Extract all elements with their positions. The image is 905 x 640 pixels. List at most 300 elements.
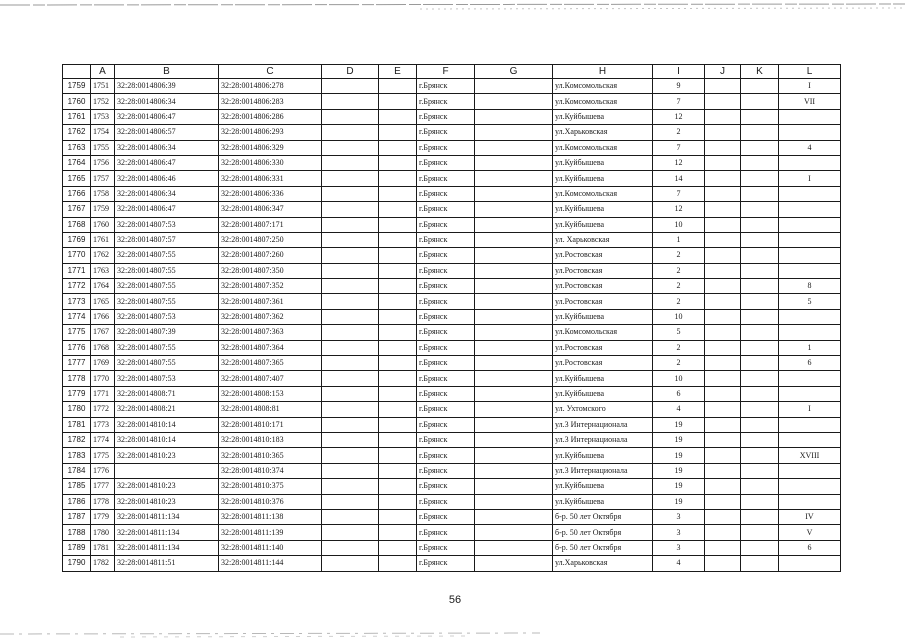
record-index[interactable]: 1764 <box>91 279 115 294</box>
street-cell[interactable]: б-р. 50 лет Октября <box>553 509 653 524</box>
parcel-number[interactable]: 32:28:0014810:23 <box>115 494 219 509</box>
column-d-cell[interactable] <box>322 294 379 309</box>
object-number[interactable]: 32:28:0014810:171 <box>219 417 322 432</box>
house-number-cell[interactable]: 9 <box>653 79 705 94</box>
column-j-cell[interactable] <box>705 109 741 124</box>
house-number-cell[interactable]: 7 <box>653 186 705 201</box>
street-cell[interactable]: ул.Куйбышева <box>553 217 653 232</box>
object-number[interactable]: 32:28:0014810:376 <box>219 494 322 509</box>
column-g-cell[interactable] <box>475 417 553 432</box>
street-cell[interactable]: ул.Куйбышева <box>553 309 653 324</box>
apartment-cell[interactable] <box>779 217 841 232</box>
column-k-cell[interactable] <box>741 279 779 294</box>
column-d-cell[interactable] <box>322 463 379 478</box>
record-index[interactable]: 1774 <box>91 432 115 447</box>
object-number[interactable]: 32:28:0014807:407 <box>219 371 322 386</box>
column-j-cell[interactable] <box>705 263 741 278</box>
house-number-cell[interactable]: 6 <box>653 386 705 401</box>
column-g-cell[interactable] <box>475 309 553 324</box>
column-g-cell[interactable] <box>475 109 553 124</box>
house-number-cell[interactable]: 4 <box>653 556 705 571</box>
apartment-cell[interactable] <box>779 494 841 509</box>
apartment-cell[interactable]: 6 <box>779 356 841 371</box>
column-j-cell[interactable] <box>705 202 741 217</box>
column-d-cell[interactable] <box>322 94 379 109</box>
object-number[interactable]: 32:28:0014807:352 <box>219 279 322 294</box>
house-number-cell[interactable]: 3 <box>653 509 705 524</box>
column-e-cell[interactable] <box>379 432 417 447</box>
column-g-cell[interactable] <box>475 525 553 540</box>
parcel-number[interactable]: 32:28:0014811:51 <box>115 556 219 571</box>
object-number[interactable]: 32:28:0014806:336 <box>219 186 322 201</box>
column-e-cell[interactable] <box>379 448 417 463</box>
column-header-l[interactable]: L <box>779 65 841 79</box>
street-cell[interactable]: ул.Куйбышева <box>553 479 653 494</box>
object-number[interactable]: 32:28:0014806:331 <box>219 171 322 186</box>
house-number-cell[interactable]: 2 <box>653 125 705 140</box>
parcel-number[interactable]: 32:28:0014807:55 <box>115 248 219 263</box>
column-e-cell[interactable] <box>379 525 417 540</box>
apartment-cell[interactable]: IV <box>779 509 841 524</box>
row-number[interactable]: 1762 <box>63 125 91 140</box>
column-j-cell[interactable] <box>705 294 741 309</box>
column-g-cell[interactable] <box>475 263 553 278</box>
column-k-cell[interactable] <box>741 294 779 309</box>
column-header-h[interactable]: H <box>553 65 653 79</box>
row-number[interactable]: 1777 <box>63 356 91 371</box>
column-d-cell[interactable] <box>322 556 379 571</box>
street-cell[interactable]: ул.Куйбышева <box>553 202 653 217</box>
column-j-cell[interactable] <box>705 432 741 447</box>
column-k-cell[interactable] <box>741 325 779 340</box>
column-e-cell[interactable] <box>379 509 417 524</box>
column-g-cell[interactable] <box>475 155 553 170</box>
column-j-cell[interactable] <box>705 402 741 417</box>
column-j-cell[interactable] <box>705 494 741 509</box>
street-cell[interactable]: ул.Харьковская <box>553 125 653 140</box>
city-cell[interactable]: г.Брянск <box>417 432 475 447</box>
column-e-cell[interactable] <box>379 217 417 232</box>
parcel-number[interactable]: 32:28:0014810:23 <box>115 479 219 494</box>
apartment-cell[interactable] <box>779 186 841 201</box>
column-e-cell[interactable] <box>379 340 417 355</box>
street-cell[interactable]: ул.Ростовская <box>553 248 653 263</box>
city-cell[interactable]: г.Брянск <box>417 463 475 478</box>
column-j-cell[interactable] <box>705 448 741 463</box>
column-d-cell[interactable] <box>322 232 379 247</box>
street-cell[interactable]: ул. Харьковская <box>553 232 653 247</box>
column-e-cell[interactable] <box>379 356 417 371</box>
parcel-number[interactable]: 32:28:0014806:39 <box>115 79 219 94</box>
row-number[interactable]: 1773 <box>63 294 91 309</box>
column-d-cell[interactable] <box>322 155 379 170</box>
column-e-cell[interactable] <box>379 294 417 309</box>
apartment-cell[interactable]: 4 <box>779 140 841 155</box>
house-number-cell[interactable]: 3 <box>653 525 705 540</box>
apartment-cell[interactable] <box>779 479 841 494</box>
column-g-cell[interactable] <box>475 356 553 371</box>
apartment-cell[interactable] <box>779 325 841 340</box>
object-number[interactable]: 32:28:0014810:374 <box>219 463 322 478</box>
column-e-cell[interactable] <box>379 263 417 278</box>
house-number-cell[interactable]: 7 <box>653 140 705 155</box>
column-d-cell[interactable] <box>322 79 379 94</box>
city-cell[interactable]: г.Брянск <box>417 140 475 155</box>
row-number[interactable]: 1771 <box>63 263 91 278</box>
apartment-cell[interactable] <box>779 125 841 140</box>
column-header-g[interactable]: G <box>475 65 553 79</box>
column-k-cell[interactable] <box>741 494 779 509</box>
house-number-cell[interactable]: 19 <box>653 479 705 494</box>
column-k-cell[interactable] <box>741 263 779 278</box>
city-cell[interactable]: г.Брянск <box>417 263 475 278</box>
column-e-cell[interactable] <box>379 417 417 432</box>
row-number[interactable]: 1775 <box>63 325 91 340</box>
apartment-cell[interactable]: 6 <box>779 540 841 555</box>
column-g-cell[interactable] <box>475 463 553 478</box>
object-number[interactable]: 32:28:0014806:329 <box>219 140 322 155</box>
column-k-cell[interactable] <box>741 186 779 201</box>
column-j-cell[interactable] <box>705 232 741 247</box>
column-g-cell[interactable] <box>475 171 553 186</box>
corner-header-cell[interactable] <box>63 65 91 79</box>
column-g-cell[interactable] <box>475 217 553 232</box>
column-e-cell[interactable] <box>379 79 417 94</box>
column-g-cell[interactable] <box>475 294 553 309</box>
street-cell[interactable]: ул.Комсомольская <box>553 79 653 94</box>
apartment-cell[interactable]: I <box>779 171 841 186</box>
object-number[interactable]: 32:28:0014806:286 <box>219 109 322 124</box>
house-number-cell[interactable]: 19 <box>653 463 705 478</box>
house-number-cell[interactable]: 19 <box>653 417 705 432</box>
column-j-cell[interactable] <box>705 171 741 186</box>
column-j-cell[interactable] <box>705 248 741 263</box>
row-number[interactable]: 1786 <box>63 494 91 509</box>
house-number-cell[interactable]: 14 <box>653 171 705 186</box>
column-k-cell[interactable] <box>741 386 779 401</box>
column-g-cell[interactable] <box>475 540 553 555</box>
city-cell[interactable]: г.Брянск <box>417 479 475 494</box>
house-number-cell[interactable]: 3 <box>653 540 705 555</box>
column-e-cell[interactable] <box>379 402 417 417</box>
object-number[interactable]: 32:28:0014806:347 <box>219 202 322 217</box>
column-k-cell[interactable] <box>741 371 779 386</box>
record-index[interactable]: 1769 <box>91 356 115 371</box>
column-d-cell[interactable] <box>322 417 379 432</box>
record-index[interactable]: 1766 <box>91 309 115 324</box>
column-j-cell[interactable] <box>705 186 741 201</box>
column-k-cell[interactable] <box>741 232 779 247</box>
object-number[interactable]: 32:28:0014811:140 <box>219 540 322 555</box>
column-g-cell[interactable] <box>475 94 553 109</box>
object-number[interactable]: 32:28:0014807:250 <box>219 232 322 247</box>
parcel-number[interactable]: 32:28:0014806:47 <box>115 109 219 124</box>
city-cell[interactable]: г.Брянск <box>417 202 475 217</box>
column-k-cell[interactable] <box>741 248 779 263</box>
column-e-cell[interactable] <box>379 232 417 247</box>
column-j-cell[interactable] <box>705 356 741 371</box>
parcel-number[interactable]: 32:28:0014807:55 <box>115 263 219 278</box>
object-number[interactable]: 32:28:0014807:171 <box>219 217 322 232</box>
apartment-cell[interactable]: 1 <box>779 340 841 355</box>
house-number-cell[interactable]: 12 <box>653 109 705 124</box>
city-cell[interactable]: г.Брянск <box>417 371 475 386</box>
street-cell[interactable]: ул.Харьковская <box>553 556 653 571</box>
row-number[interactable]: 1774 <box>63 309 91 324</box>
column-g-cell[interactable] <box>475 448 553 463</box>
record-index[interactable]: 1767 <box>91 325 115 340</box>
column-d-cell[interactable] <box>322 263 379 278</box>
object-number[interactable]: 32:28:0014811:139 <box>219 525 322 540</box>
city-cell[interactable]: г.Брянск <box>417 417 475 432</box>
parcel-number[interactable]: 32:28:0014807:55 <box>115 340 219 355</box>
column-header-a[interactable]: A <box>91 65 115 79</box>
column-d-cell[interactable] <box>322 540 379 555</box>
city-cell[interactable]: г.Брянск <box>417 294 475 309</box>
parcel-number[interactable]: 32:28:0014810:14 <box>115 432 219 447</box>
column-d-cell[interactable] <box>322 479 379 494</box>
column-j-cell[interactable] <box>705 155 741 170</box>
parcel-number[interactable]: 32:28:0014810:14 <box>115 417 219 432</box>
parcel-number[interactable]: 32:28:0014807:39 <box>115 325 219 340</box>
row-number[interactable]: 1779 <box>63 386 91 401</box>
parcel-number[interactable] <box>115 463 219 478</box>
city-cell[interactable]: г.Брянск <box>417 340 475 355</box>
apartment-cell[interactable]: VII <box>779 94 841 109</box>
column-e-cell[interactable] <box>379 125 417 140</box>
row-number[interactable]: 1785 <box>63 479 91 494</box>
street-cell[interactable]: ул.3 Интернационала <box>553 463 653 478</box>
record-index[interactable]: 1756 <box>91 155 115 170</box>
apartment-cell[interactable] <box>779 417 841 432</box>
column-e-cell[interactable] <box>379 171 417 186</box>
row-number[interactable]: 1761 <box>63 109 91 124</box>
row-number[interactable]: 1767 <box>63 202 91 217</box>
parcel-number[interactable]: 32:28:0014808:71 <box>115 386 219 401</box>
apartment-cell[interactable] <box>779 309 841 324</box>
house-number-cell[interactable]: 2 <box>653 263 705 278</box>
row-number[interactable]: 1790 <box>63 556 91 571</box>
house-number-cell[interactable]: 10 <box>653 217 705 232</box>
apartment-cell[interactable] <box>779 109 841 124</box>
house-number-cell[interactable]: 19 <box>653 432 705 447</box>
row-number[interactable]: 1789 <box>63 540 91 555</box>
parcel-number[interactable]: 32:28:0014806:34 <box>115 140 219 155</box>
column-k-cell[interactable] <box>741 356 779 371</box>
record-index[interactable]: 1771 <box>91 386 115 401</box>
record-index[interactable]: 1768 <box>91 340 115 355</box>
object-number[interactable]: 32:28:0014806:283 <box>219 94 322 109</box>
column-k-cell[interactable] <box>741 525 779 540</box>
city-cell[interactable]: г.Брянск <box>417 248 475 263</box>
object-number[interactable]: 32:28:0014806:330 <box>219 155 322 170</box>
column-d-cell[interactable] <box>322 171 379 186</box>
street-cell[interactable]: ул.Куйбышева <box>553 155 653 170</box>
street-cell[interactable]: ул.Ростовская <box>553 340 653 355</box>
record-index[interactable]: 1780 <box>91 525 115 540</box>
house-number-cell[interactable]: 12 <box>653 155 705 170</box>
record-index[interactable]: 1761 <box>91 232 115 247</box>
object-number[interactable]: 32:28:0014806:278 <box>219 79 322 94</box>
city-cell[interactable]: г.Брянск <box>417 386 475 401</box>
parcel-number[interactable]: 32:28:0014811:134 <box>115 509 219 524</box>
parcel-number[interactable]: 32:28:0014807:55 <box>115 356 219 371</box>
parcel-number[interactable]: 32:28:0014806:57 <box>115 125 219 140</box>
column-j-cell[interactable] <box>705 94 741 109</box>
apartment-cell[interactable] <box>779 556 841 571</box>
parcel-number[interactable]: 32:28:0014807:57 <box>115 232 219 247</box>
column-g-cell[interactable] <box>475 432 553 447</box>
column-d-cell[interactable] <box>322 494 379 509</box>
city-cell[interactable]: г.Брянск <box>417 217 475 232</box>
column-k-cell[interactable] <box>741 340 779 355</box>
city-cell[interactable]: г.Брянск <box>417 556 475 571</box>
city-cell[interactable]: г.Брянск <box>417 155 475 170</box>
column-d-cell[interactable] <box>322 279 379 294</box>
column-d-cell[interactable] <box>322 140 379 155</box>
street-cell[interactable]: ул.Куйбышева <box>553 371 653 386</box>
record-index[interactable]: 1775 <box>91 448 115 463</box>
column-k-cell[interactable] <box>741 479 779 494</box>
apartment-cell[interactable] <box>779 371 841 386</box>
column-k-cell[interactable] <box>741 171 779 186</box>
parcel-number[interactable]: 32:28:0014808:21 <box>115 402 219 417</box>
column-d-cell[interactable] <box>322 340 379 355</box>
street-cell[interactable]: ул.3 Интернационала <box>553 417 653 432</box>
house-number-cell[interactable]: 10 <box>653 309 705 324</box>
row-number[interactable]: 1770 <box>63 248 91 263</box>
city-cell[interactable]: г.Брянск <box>417 525 475 540</box>
street-cell[interactable]: ул.Куйбышева <box>553 109 653 124</box>
street-cell[interactable]: ул.Куйбышева <box>553 448 653 463</box>
column-k-cell[interactable] <box>741 202 779 217</box>
parcel-number[interactable]: 32:28:0014807:55 <box>115 279 219 294</box>
apartment-cell[interactable] <box>779 463 841 478</box>
column-header-e[interactable]: E <box>379 65 417 79</box>
column-j-cell[interactable] <box>705 371 741 386</box>
house-number-cell[interactable]: 12 <box>653 202 705 217</box>
column-e-cell[interactable] <box>379 94 417 109</box>
column-g-cell[interactable] <box>475 479 553 494</box>
column-e-cell[interactable] <box>379 325 417 340</box>
house-number-cell[interactable]: 4 <box>653 402 705 417</box>
record-index[interactable]: 1781 <box>91 540 115 555</box>
apartment-cell[interactable] <box>779 248 841 263</box>
row-number[interactable]: 1784 <box>63 463 91 478</box>
row-number[interactable]: 1760 <box>63 94 91 109</box>
column-j-cell[interactable] <box>705 525 741 540</box>
column-j-cell[interactable] <box>705 325 741 340</box>
column-g-cell[interactable] <box>475 386 553 401</box>
house-number-cell[interactable]: 1 <box>653 232 705 247</box>
city-cell[interactable]: г.Брянск <box>417 125 475 140</box>
column-g-cell[interactable] <box>475 371 553 386</box>
street-cell[interactable]: б-р. 50 лет Октября <box>553 540 653 555</box>
apartment-cell[interactable]: I <box>779 402 841 417</box>
city-cell[interactable]: г.Брянск <box>417 232 475 247</box>
record-index[interactable]: 1778 <box>91 494 115 509</box>
object-number[interactable]: 32:28:0014808:153 <box>219 386 322 401</box>
city-cell[interactable]: г.Брянск <box>417 494 475 509</box>
column-j-cell[interactable] <box>705 125 741 140</box>
street-cell[interactable]: ул.Ростовская <box>553 279 653 294</box>
street-cell[interactable]: ул.Комсомольская <box>553 325 653 340</box>
house-number-cell[interactable]: 2 <box>653 356 705 371</box>
column-j-cell[interactable] <box>705 479 741 494</box>
column-k-cell[interactable] <box>741 402 779 417</box>
parcel-number[interactable]: 32:28:0014807:53 <box>115 217 219 232</box>
column-g-cell[interactable] <box>475 125 553 140</box>
column-e-cell[interactable] <box>379 202 417 217</box>
parcel-number[interactable]: 32:28:0014807:55 <box>115 294 219 309</box>
city-cell[interactable]: г.Брянск <box>417 402 475 417</box>
column-j-cell[interactable] <box>705 556 741 571</box>
record-index[interactable]: 1754 <box>91 125 115 140</box>
city-cell[interactable]: г.Брянск <box>417 109 475 124</box>
column-g-cell[interactable] <box>475 248 553 263</box>
column-k-cell[interactable] <box>741 417 779 432</box>
parcel-number[interactable]: 32:28:0014811:134 <box>115 540 219 555</box>
city-cell[interactable]: г.Брянск <box>417 279 475 294</box>
object-number[interactable]: 32:28:0014807:260 <box>219 248 322 263</box>
street-cell[interactable]: ул.Комсомольская <box>553 140 653 155</box>
column-header-i[interactable]: I <box>653 65 705 79</box>
column-g-cell[interactable] <box>475 509 553 524</box>
row-number[interactable]: 1768 <box>63 217 91 232</box>
row-number[interactable]: 1788 <box>63 525 91 540</box>
row-number[interactable]: 1783 <box>63 448 91 463</box>
city-cell[interactable]: г.Брянск <box>417 94 475 109</box>
column-d-cell[interactable] <box>322 371 379 386</box>
column-g-cell[interactable] <box>475 325 553 340</box>
column-k-cell[interactable] <box>741 448 779 463</box>
column-k-cell[interactable] <box>741 217 779 232</box>
street-cell[interactable]: ул.Ростовская <box>553 294 653 309</box>
apartment-cell[interactable] <box>779 263 841 278</box>
column-header-b[interactable]: B <box>115 65 219 79</box>
column-header-d[interactable]: D <box>322 65 379 79</box>
column-k-cell[interactable] <box>741 109 779 124</box>
object-number[interactable]: 32:28:0014807:361 <box>219 294 322 309</box>
object-number[interactable]: 32:28:0014810:183 <box>219 432 322 447</box>
parcel-number[interactable]: 32:28:0014807:53 <box>115 371 219 386</box>
column-e-cell[interactable] <box>379 494 417 509</box>
column-e-cell[interactable] <box>379 386 417 401</box>
object-number[interactable]: 32:28:0014807:365 <box>219 356 322 371</box>
column-k-cell[interactable] <box>741 94 779 109</box>
row-number[interactable]: 1781 <box>63 417 91 432</box>
column-k-cell[interactable] <box>741 509 779 524</box>
column-header-k[interactable]: K <box>741 65 779 79</box>
parcel-number[interactable]: 32:28:0014806:46 <box>115 171 219 186</box>
column-d-cell[interactable] <box>322 386 379 401</box>
house-number-cell[interactable]: 2 <box>653 279 705 294</box>
record-index[interactable]: 1765 <box>91 294 115 309</box>
record-index[interactable]: 1770 <box>91 371 115 386</box>
column-j-cell[interactable] <box>705 279 741 294</box>
apartment-cell[interactable]: V <box>779 525 841 540</box>
record-index[interactable]: 1760 <box>91 217 115 232</box>
column-j-cell[interactable] <box>705 309 741 324</box>
row-number[interactable]: 1782 <box>63 432 91 447</box>
street-cell[interactable]: ул.Куйбышева <box>553 171 653 186</box>
column-d-cell[interactable] <box>322 432 379 447</box>
record-index[interactable]: 1755 <box>91 140 115 155</box>
column-d-cell[interactable] <box>322 402 379 417</box>
object-number[interactable]: 32:28:0014811:144 <box>219 556 322 571</box>
column-e-cell[interactable] <box>379 140 417 155</box>
object-number[interactable]: 32:28:0014810:375 <box>219 479 322 494</box>
